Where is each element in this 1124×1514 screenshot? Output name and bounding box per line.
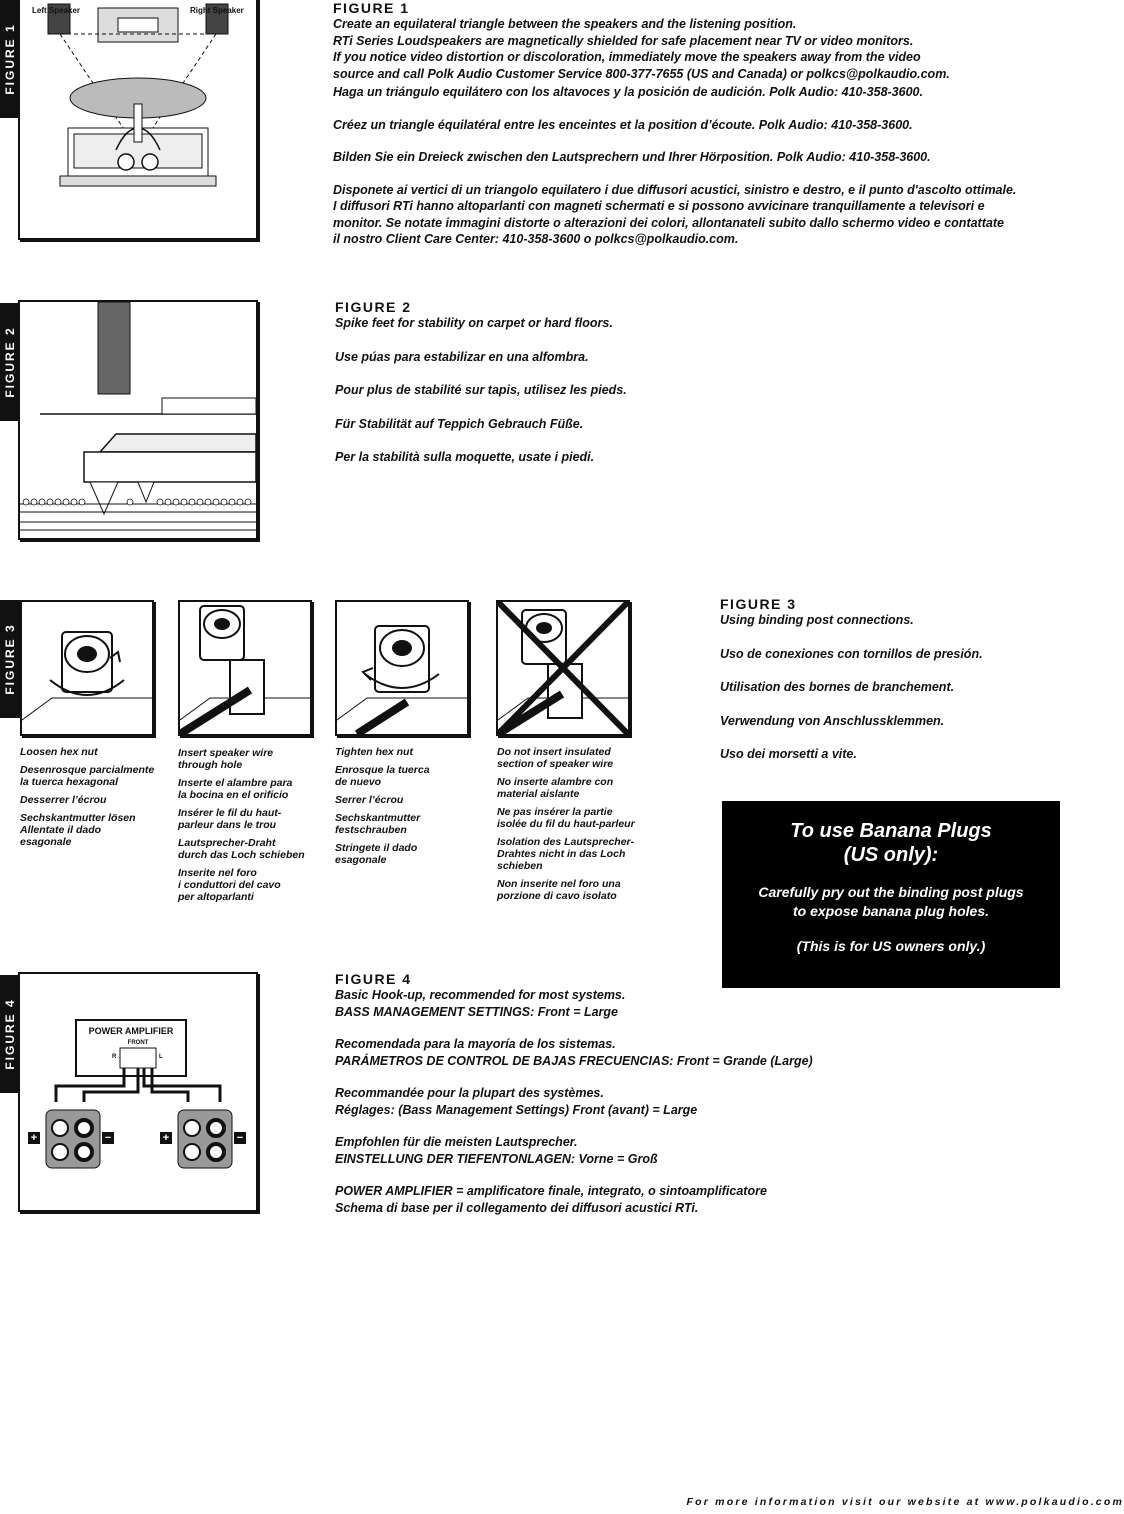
caption-line: Ne pas insérer la partie isolée du fil du haut-parleur — [497, 806, 635, 830]
fig1-es: Haga un triángulo equilátero con los altavoces y la posición de audición. Polk Audio: 410-358-3600. — [333, 85, 923, 99]
fig1-it-line: I diffusori RTi hanno altoparlanti con magneti schermati e si possono avvicinare tranquillamente a televisori e — [333, 199, 985, 213]
caption-line: Loosen hex nut — [20, 746, 98, 758]
fig4-line: Empfohlen für die meisten Lautsprecher. — [335, 1135, 578, 1149]
fig4-line: Réglages: (Bass Management Settings) Front (avant) = Large — [335, 1102, 698, 1117]
fig1-de: Bilden Sie ein Dreieck zwischen den Lautsprechern und Ihrer Hörposition. Polk Audio: 410-358-3600. — [333, 150, 931, 164]
fig1-en-line: Create an equilateral triangle between the speakers and the listening position. — [333, 17, 797, 31]
plus-symbol: + — [162, 1132, 170, 1144]
minus-symbol: − — [236, 1132, 244, 1144]
caption-line: Sechskantmutter festschrauben — [335, 812, 421, 836]
caption-line: Inserte el alambre para la bocina en el orificio — [178, 777, 293, 801]
fig2-line: Pour plus de stabilité sur tapis, utilisez les pieds. — [335, 383, 627, 397]
fig3-line: Uso de conexiones con tornillos de presión. — [720, 646, 983, 661]
fig3-step1-illustration — [20, 600, 154, 736]
figure-1-tab: FIGURE 1 — [0, 0, 20, 118]
fig1-en-line: RTi Series Loudspeakers are magnetically shielded for safe placement near TV or video monitors. — [333, 33, 914, 48]
figure-2-heading: FIGURE 2 — [335, 299, 412, 315]
listening-triangle-diagram — [20, 0, 256, 238]
banana-note: (This is for US owners only.) — [796, 938, 986, 954]
fig2-line: Per la stabilità sulla moquette, usate i piedi. — [335, 450, 595, 464]
fig3-step4-caption — [497, 746, 677, 908]
figure-4-tab: FIGURE 4 — [0, 975, 20, 1093]
fig3-line: Uso dei morsetti a vite. — [720, 747, 857, 761]
fig2-line: Spike feet for stability on carpet or hard floors. — [335, 316, 613, 330]
fig1-it-line: il nostro Client Care Center: 410-358-3600 o polkcs@polkaudio.com. — [333, 232, 739, 246]
fig4-line: PARÁMETROS DE CONTROL DE BAJAS FRECUENCIAS: Front = Grande (Large) — [335, 1053, 813, 1068]
loosen-nut-diagram — [22, 602, 152, 734]
caption-line: Sechskantmutter lösen Allentate il dado esagonale — [20, 812, 136, 848]
figure-4-illustration — [18, 972, 258, 1212]
figure-1-heading: FIGURE 1 — [333, 0, 410, 16]
banana-title-line: To use Banana Plugs — [790, 820, 992, 842]
fig1-en-line: source and call Polk Audio Customer Service 800-377-7655 (US and Canada) or polkcs@polkaudio.com. — [333, 66, 950, 81]
fig3-line: Utilisation des bornes de branchement. — [720, 680, 955, 694]
figure-3-tab: FIGURE 3 — [0, 600, 20, 718]
caption-line: Lautsprecher-Draht durch das Loch schieben — [178, 837, 305, 861]
caption-line: Inserite nel foro i conduttori del cavo per altoparlanti — [178, 867, 281, 903]
fig3-step2-caption — [178, 747, 328, 909]
fig3-line: Using binding post connections. — [720, 613, 914, 627]
footer-website-note: For more information visit our website at www.polkaudio.com — [686, 1496, 1124, 1508]
banana-body-line: Carefully pry out the binding post plugs — [758, 884, 1024, 900]
hookup-wiring-diagram — [20, 974, 256, 1210]
fig4-line: EINSTELLUNG DER TIEFENTONLAGEN: Vorne = Groß — [335, 1151, 658, 1166]
figure-4-heading: FIGURE 4 — [335, 971, 412, 987]
banana-plug-notice — [722, 801, 1060, 988]
right-speaker-label: Right Speaker — [190, 6, 244, 15]
figure-1-text — [333, 0, 1113, 248]
fig3-line: Verwendung von Anschlussklemmen. — [720, 713, 945, 728]
caption-line: Non inserite nel foro una porzione di cavo isolato — [497, 878, 621, 902]
fig4-line: Recomendada para la mayoría de los sistemas. — [335, 1037, 616, 1051]
right-channel-label: R — [112, 1054, 117, 1060]
figure-2-text — [335, 299, 935, 466]
caption-line: Tighten hex nut — [335, 746, 413, 758]
tighten-nut-diagram — [337, 602, 467, 734]
fig1-en-line: If you notice video distortion or discoloration, immediately move the speakers away from the video — [333, 50, 921, 64]
caption-line: No inserte alambre con material aislante — [497, 776, 614, 800]
plus-symbol: + — [30, 1132, 38, 1144]
fig3-step3-illustration — [335, 600, 469, 736]
caption-line: Desserrer l’écrou — [20, 794, 107, 806]
fig4-line: POWER AMPLIFIER = amplificatore finale, integrato, o sintoamplificatore — [335, 1184, 767, 1198]
fig1-it-line: Disponete ai vertici di un triangolo equilatero i due diffusori acustici, sinistro e destro, e il punto d'ascolto ottimale. — [333, 182, 1017, 197]
do-not-insert-diagram — [498, 602, 628, 734]
fig4-line: Schema di base per il collegamento dei diffusori acustici RTi. — [335, 1200, 699, 1215]
figure-1-illustration — [18, 0, 258, 240]
caption-line: Stringete il dado esagonale — [335, 842, 418, 866]
power-amplifier-label: POWER AMPLIFIER — [88, 1026, 174, 1036]
fig3-step2-illustration — [178, 600, 312, 736]
fig1-it-line: monitor. Se notate immagini distorte o alterazioni dei colori, allontanateli subito dallo schermo video e contattate — [333, 215, 1004, 230]
spike-feet-diagram — [20, 302, 256, 538]
figure-2-tab: FIGURE 2 — [0, 303, 20, 421]
caption-line: Desenrosque parcialmente la tuerca hexagonal — [20, 764, 155, 788]
fig2-line: Use púas para estabilizar en una alfombra. — [335, 349, 589, 364]
insert-wire-diagram — [180, 602, 310, 734]
figure-3-text — [720, 596, 1100, 763]
fig4-line: Recommandée pour la plupart des systèmes. — [335, 1086, 604, 1100]
left-channel-label: L — [159, 1054, 163, 1060]
figure-2-illustration — [18, 300, 258, 540]
fig3-step1-caption — [20, 746, 170, 854]
fig4-line: BASS MANAGEMENT SETTINGS: Front = Large — [335, 1004, 619, 1019]
figure-4-text — [335, 971, 1035, 1216]
left-speaker-label: Left Speaker — [32, 6, 81, 15]
caption-line: Insert speaker wire through hole — [178, 747, 274, 771]
fig1-fr: Créez un triangle équilatéral entre les enceintes et la position d’écoute. Polk Audio: 410-358-3600. — [333, 117, 913, 132]
banana-title-line: (US only): — [843, 844, 939, 866]
figure-3-heading: FIGURE 3 — [720, 596, 797, 612]
fig4-line: Basic Hook-up, recommended for most systems. — [335, 988, 626, 1002]
caption-line: Enrosque la tuerca de nuevo — [335, 764, 430, 788]
front-label: FRONT — [127, 1040, 149, 1046]
fig2-line: Für Stabilität auf Teppich Gebrauch Füße. — [335, 416, 584, 431]
minus-symbol: − — [104, 1132, 112, 1144]
banana-body-line: to expose banana plug holes. — [792, 903, 990, 919]
fig3-step3-caption — [335, 746, 485, 872]
caption-line: Do not insert insulated section of speaker wire — [497, 746, 614, 770]
fig3-step4-illustration — [496, 600, 630, 736]
caption-line: Insérer le fil du haut- parleur dans le trou — [178, 807, 282, 831]
caption-line: Isolation des Lautsprecher- Drahtes nicht in das Loch schieben — [497, 836, 635, 872]
caption-line: Serrer l’écrou — [335, 794, 404, 806]
